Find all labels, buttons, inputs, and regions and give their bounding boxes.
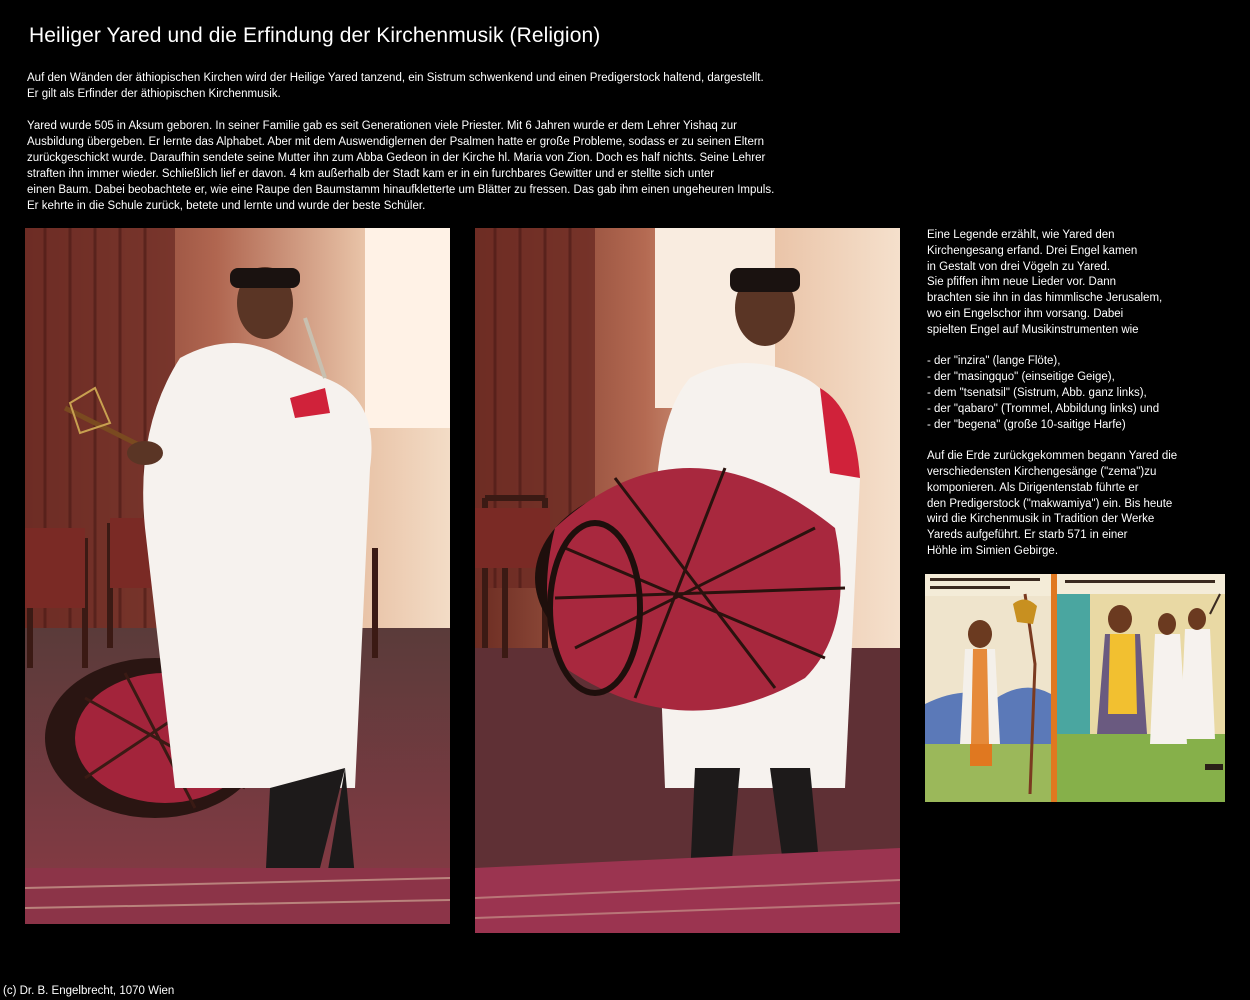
painting-image — [925, 574, 1225, 802]
instrument-item: - der "qabaro" (Trommel, Abbildung links) und — [927, 402, 1160, 415]
side-line: den Predigerstock ("makwamiya") ein. Bis heute — [927, 497, 1173, 510]
intro-line: Yared wurde 505 in Aksum geboren. In seiner Familie gab es seit Generationen viele Priester. Mit 6 Jahren wurde er dem Lehrer Yishaq zur — [27, 120, 737, 132]
side-line: wird die Kirchenmusik in Tradition der Werke — [927, 513, 1155, 526]
side-line: Yareds aufgeführt. Er starb 571 in einer — [927, 529, 1128, 542]
side-line: wo ein Engelschor ihm vorsang. Dabei — [927, 307, 1124, 320]
side-line: brachten sie ihn in das himmlische Jerusalem, — [927, 292, 1163, 305]
side-text — [927, 228, 1227, 560]
instrument-item: - der "begena" (große 10-saitige Harfe) — [927, 418, 1126, 431]
side-line: komponieren. Als Dirigentenstab führte er — [927, 481, 1139, 494]
intro-line: einen Baum. Dabei beobachtete er, wie eine Raupe den Baumstamm hinaufkletterte um Blätter zu fressen. Das gab ihm einen ungeheuren Impuls. — [27, 184, 775, 196]
painting-yared-icon — [925, 574, 1225, 802]
intro-line: Er gilt als Erfinder der äthiopischen Kirchenmusik. — [27, 88, 281, 100]
side-line: verschiedensten Kirchengesänge ("zema")zu — [927, 465, 1157, 478]
intro-line: Auf den Wänden der äthiopischen Kirchen wird der Heilige Yared tanzend, ein Sistrum schwenkend und einen Predigerstock haltend, dargestellt. — [27, 72, 764, 84]
photo-drum-player — [475, 228, 900, 933]
intro-line: zurückgeschickt wurde. Daraufhin sendete seine Mutter ihn zum Abba Gedeon in der Kirche hl. Maria von Zion. Doch es half nichts. Seine Lehrer — [27, 152, 766, 164]
copyright-footer: (c) Dr. B. Engelbrecht, 1070 Wien — [3, 985, 175, 997]
side-line: spielten Engel auf Musikinstrumenten wie — [927, 323, 1139, 336]
instrument-item: - der "inzira" (lange Flöte), — [927, 355, 1061, 368]
intro-line: straften ihn immer wieder. Schließlich lief er davon. 4 km außerhalb der Stadt kam er in ein furchbares Gewitter und er stellte sich unter — [27, 168, 715, 180]
side-line: Höhle im Simien Gebirge. — [927, 544, 1059, 557]
page-title: Heiliger Yared und die Erfindung der Kirchenmusik (Religion) — [29, 24, 601, 47]
side-line: in Gestalt von drei Vögeln zu Yared. — [927, 260, 1111, 273]
side-line: Kirchengesang erfand. Drei Engel kamen — [927, 244, 1138, 257]
instrument-item: - dem "tsenatsil" (Sistrum, Abb. ganz links), — [927, 386, 1147, 399]
side-line: Eine Legende erzählt, wie Yared den — [927, 229, 1115, 241]
photo-image — [25, 228, 450, 924]
intro-text — [27, 70, 827, 214]
side-line: Sie pfiffen ihm neue Lieder vor. Dann — [927, 276, 1117, 289]
intro-line: Er kehrte in die Schule zurück, betete und lernte und wurde der beste Schüler. — [27, 200, 426, 212]
instrument-item: - der "masingquo" (einseitige Geige), — [927, 371, 1115, 384]
side-line: Auf die Erde zurückgekommen begann Yared die — [927, 450, 1178, 463]
intro-line: Ausbildung übergeben. Er lernte das Alphabet. Aber mit dem Auswendiglernen der Psalmen hatte er große Probleme, sodass er zu seinen Eltern — [27, 136, 765, 148]
photo-sistrum-dancer — [25, 228, 450, 924]
photo-image — [475, 228, 900, 933]
